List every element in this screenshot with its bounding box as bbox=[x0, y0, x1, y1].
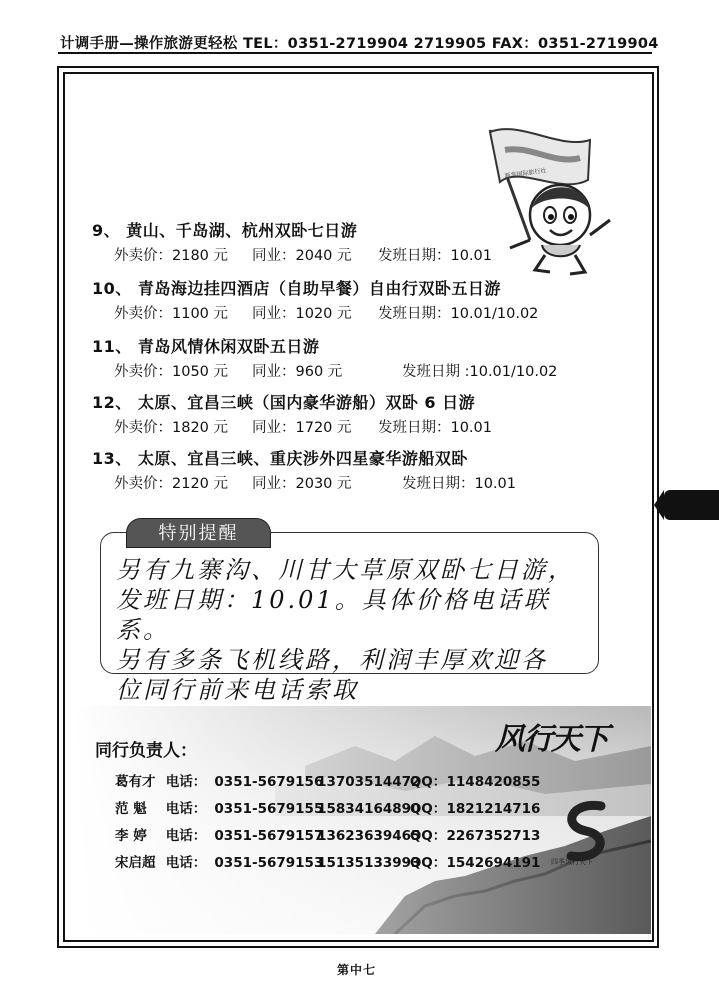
contact-phone: 0351-5679153 bbox=[214, 855, 324, 871]
contact-qq-label: QQ： bbox=[409, 828, 447, 844]
contact-name: 李 婷 bbox=[115, 828, 147, 844]
departure-date: 发班日期 :10.01/10.02 bbox=[402, 364, 558, 380]
contact-row bbox=[115, 824, 540, 844]
notice-tag: 特别提醒 bbox=[126, 518, 271, 548]
tour-title: 11、 青岛风情休闲双卧五日游 bbox=[92, 337, 320, 356]
contact-row bbox=[115, 770, 540, 790]
notice-line: 位同行前来电话索取 bbox=[116, 676, 359, 704]
departure-date: 发班日期：10.01 bbox=[402, 476, 517, 492]
contact-mobile: 15135133993 bbox=[317, 855, 421, 871]
contact-row bbox=[115, 851, 540, 871]
notice-line: 发班日期：10.01。具体价格电话联系。 bbox=[116, 586, 551, 644]
contact-qq-label: QQ： bbox=[409, 774, 447, 790]
contact-mobile: 13623639465 bbox=[317, 828, 421, 844]
peer-price: 同业：1020 元 bbox=[252, 306, 352, 322]
contact-phone-label: 电话： bbox=[165, 828, 207, 844]
header-title: 计调手册—操作旅游更轻松 TEL：0351-2719904 2719905 FAX：0351-2719904 bbox=[60, 36, 659, 52]
tour-item bbox=[92, 276, 539, 326]
tour-item bbox=[92, 334, 558, 384]
contact-mobile: 13703514472 bbox=[317, 774, 421, 790]
peer-price: 同业：2040 元 bbox=[252, 248, 352, 264]
tour-title: 12、 太原、宜昌三峡（国内豪华游船）双卧 6 日游 bbox=[92, 393, 476, 412]
notice-text bbox=[116, 555, 586, 705]
s-logo-text: 四季风行天下 bbox=[551, 858, 593, 866]
mascot-illustration bbox=[470, 120, 620, 280]
departure-date: 发班日期：10.01 bbox=[378, 248, 493, 264]
fengxing-logo bbox=[495, 714, 645, 766]
tour-title: 9、 黄山、千岛湖、杭州双卧七日游 bbox=[92, 221, 358, 240]
contact-qq: 2267352713 bbox=[446, 828, 541, 844]
contact-phone: 0351-5679155 bbox=[214, 801, 324, 817]
departure-date: 发班日期：10.01/10.02 bbox=[378, 306, 539, 322]
tour-item bbox=[92, 390, 493, 440]
contact-mobile: 15834164890 bbox=[317, 801, 421, 817]
contact-phone-label: 电话： bbox=[165, 801, 207, 817]
contact-phone: 0351-5679156 bbox=[214, 774, 324, 790]
contact-name: 范 魁 bbox=[115, 801, 147, 817]
notice-line: 另有九寨沟、川甘大草原双卧七日游， bbox=[116, 556, 575, 584]
contact-qq: 1821214716 bbox=[446, 801, 541, 817]
contact-phone: 0351-5679157 bbox=[214, 828, 324, 844]
mascot-flag-text: 新华国际旅行社 bbox=[504, 167, 547, 180]
contact-panel bbox=[75, 706, 651, 934]
contact-name: 宋启超 bbox=[115, 855, 156, 871]
retail-price: 外卖价：2120 元 bbox=[114, 476, 229, 492]
retail-price: 外卖价：1050 元 bbox=[114, 364, 229, 380]
side-tab-marker bbox=[664, 490, 719, 520]
departure-date: 发班日期：10.01 bbox=[378, 420, 493, 436]
contact-phone-label: 电话： bbox=[165, 855, 207, 871]
contact-qq: 1542694191 bbox=[446, 855, 541, 871]
fengxing-logo-text: 风行天下 bbox=[495, 722, 607, 757]
peer-price: 同业：2030 元 bbox=[252, 476, 352, 492]
retail-price: 外卖价：1820 元 bbox=[114, 420, 229, 436]
contacts-title: 同行负责人： bbox=[95, 741, 197, 761]
contact-phone-label: 电话： bbox=[165, 774, 207, 790]
tour-item bbox=[92, 218, 493, 268]
contact-row bbox=[115, 797, 540, 817]
retail-price: 外卖价：2180 元 bbox=[114, 248, 229, 264]
peer-price: 同业：1720 元 bbox=[252, 420, 352, 436]
contact-name: 葛有才 bbox=[115, 774, 156, 790]
notice-line: 另有多条飞机线路，利润丰厚欢迎各 bbox=[116, 646, 548, 674]
contact-qq: 1148420855 bbox=[446, 774, 541, 790]
s-logo-icon bbox=[551, 796, 621, 866]
tour-title: 10、 青岛海边挂四酒店（自助早餐）自由行双卧五日游 bbox=[92, 279, 501, 298]
contact-qq-label: QQ： bbox=[409, 801, 447, 817]
retail-price: 外卖价：1100 元 bbox=[114, 306, 229, 322]
page-number: 第中七 bbox=[337, 963, 377, 977]
tour-title: 13、 太原、宜昌三峡、重庆涉外四星豪华游船双卧 bbox=[92, 449, 468, 468]
tour-item bbox=[92, 446, 517, 496]
contact-qq-label: QQ： bbox=[409, 855, 447, 871]
peer-price: 同业：960 元 bbox=[252, 364, 343, 380]
header-divider bbox=[58, 52, 652, 54]
